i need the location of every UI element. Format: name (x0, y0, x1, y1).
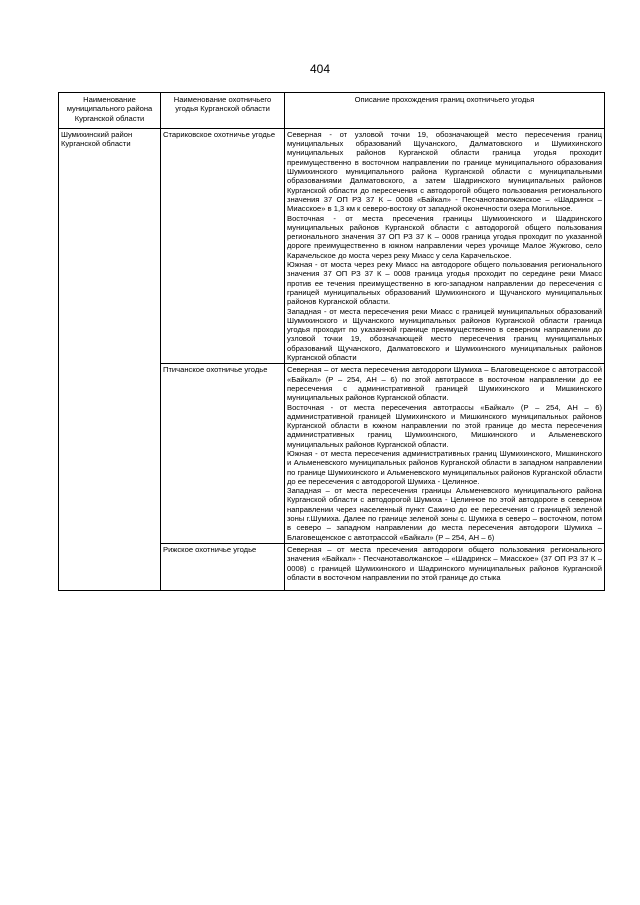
ground-name-cell: Стариковское охотничье угодье (161, 128, 285, 363)
boundary-south: Южная - от места пересечения административных границ Шумихинского, Мишкинского и Альменевского муниципальных районов Курганской области в западном направлении по границе Шумихинского и Альменевского муниципальных районов Курганской области до ее пересечения с автодорогой Шумиха - Целинное. (287, 448, 602, 486)
boundary-west: Западная - от места пересечения реки Миасс с границей муниципальных образований Шумихинского и Щучанского муниципальных районов Курганской области граница угодья проходит по указанной границе преимущественно в северном направлении до узловой точки 19, обозначающей место пересечения границ муниципальных образований Щучанского, Далматовского и Шумихинского муниципальных районов Курганской области (287, 306, 602, 363)
ground-name-cell: Рижское охотничье угодье (161, 543, 285, 590)
boundary-north: Северная – от места пресечения автодороги общего пользования регионального значения «Байкал» - Песчанотаволжанское – «Шадринск – Миасское» (37 ОП РЗ 37 К – 0008) с границей Шумихинского и Шадринского муниципальных районов Курганской области в восточном направлении по этой границе до стыка (287, 544, 602, 582)
boundary-east: Восточная - от места пресечения границы Шумихинского и Шадринского муниципальных районов Курганской области с автодорогой общего пользования регионального значения 37 ОП РЗ 37 К – 0008 граница угодья проходит по указанной дороге преимущественно в южном направлении через урочище Малое Жужгово, село Карачельское до моста через реку Миасс у села Карачельское. (287, 213, 602, 260)
ground-description-cell (285, 128, 605, 363)
description-cut (287, 545, 602, 589)
ground-name-cell: Птичанское охотничье угодье (161, 364, 285, 544)
boundary-north: Северная – от места пересечения автодороги Шумиха – Благовещенское с автотрассой «Байкал» (Р – 254, АН – 6) по этой автотрассе в восточном направлении до ее пересечения с административной границей Шумихинского и Мишкинского муниципальных районов Курганской области. (287, 365, 602, 403)
table-row (59, 128, 605, 363)
ground-description-cell (285, 543, 605, 590)
boundary-west: Западная – от места пересечения границы Альменевского муниципального района Курганской области с автодорогой Шумиха - Целинное по этой автодороге в северном направлении через населенный пункт Сажино до ее пересечения с границей зеленой зоны г.Шумиха. Далее по границе зеленой зоны с. Шумиха в северо – восточном, потом в северо – западном направлении до места пересечения автодороги Шумиха – Благовещенское с автотрассой «Байкал» (Р – 254, АН – 6) (287, 486, 602, 542)
boundary-east: Восточная - от места пересечения автотрассы «Байкал» (Р – 254, АН – 6) административной границей Шумихинского и Мишкинского муниципальных районов Курганской области в южном направлении по этой границе до места пересечения административных границ Шумихинского, Мишкинского и Альменевского муниципальных районов Курганской области. (287, 402, 602, 449)
hunting-grounds-table (58, 92, 605, 591)
page-number: 404 (309, 62, 331, 76)
header-district: Наименование муниципального района Курганской области (59, 93, 161, 129)
boundary-south: Южная - от моста через реку Миасс на автодороге общего пользования регионального значения 37 ОП РЗ 37 К – 0008 граница угодья проходит по середине реки Миасс против ее течения преимущественно в юго-западном направлении до пересечения с границей муниципальных образований Шумихинского и Щучанского муниципальных районов Курганской области. (287, 260, 602, 307)
ground-description-cell (285, 364, 605, 544)
header-description: Описание прохождения границ охотничьего угодья (285, 93, 605, 129)
table-header-row (59, 93, 605, 129)
header-ground-name: Наименование охотничьего угодья Курганской области (161, 93, 285, 129)
district-cell: Шумихинский район Курганской области (59, 128, 161, 590)
boundary-north: Северная - от узловой точки 19, обозначающей место пересечения границ муниципальных образований Щучанского, Далматовского и Шумихинского муниципальных районов Курганской области граница угодья проходит преимущественно в восточном направлении по границе муниципального образования Шумихинского муниципального района Курганской области с муниципальными образованиями Далматовского, а затем Шадринского муниципальных районов Курганской области до пересечения с автодорогой общего пользования регионального значения 37 ОП РЗ 37 К – 0008 «Байкал» - Песчанотаволжанское – «Шадринск – Миасское» в 1,3 км к северо-востоку от западной оконечности озера Могильное. (287, 129, 602, 214)
